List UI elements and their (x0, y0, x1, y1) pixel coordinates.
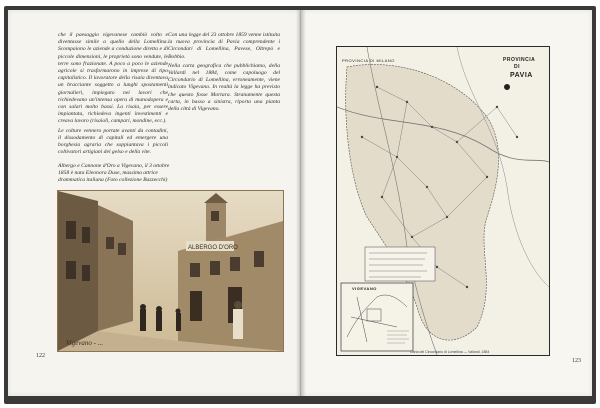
paragraph: Con una legge del 23 ottobre 1859 venne istituita la nuova provincia di Pavia comprendente i Circondari di Lomellina, Pavese, Oltrepò e Bobbio. (168, 32, 280, 60)
paragraph: che il paesaggio vigevanese cambiò volto e diventasse simile a quello della Lomellina. Scompaiono le aziende a conduzione diretta e di piccole dimensioni, le proprietà sono vendute, le terre sono frazionate. A poco a poco le aziende agricole si trasformarono in imprese di tipo capitalistico. Il lavoratore della risaia diventava un bracciante soggetto a lunghi spostamenti giornalieri, impiegato nei lavori che richiedevano un'intensa opera di manodopera e con salari molto bassi. La risaia, per essere impiantata, richiedeva ingenti investimenti e creava lavoro (risaioli, campari, mondine, ecc.). (58, 32, 168, 125)
paragraph: Nella carta geografica che pubblichiamo, della Vallardi nel 1884, come capoluogo del Circondario di Lomellina, erroneamente, viene indicato Vigevano. In realtà la legge ha previsto che questo fosse Mortara. Stranamente questa carta, in basso a sinistra, riporta una pianta della città di Vigevano. (168, 62, 280, 113)
page-number-left: 122 (36, 353, 45, 359)
paragraph: Le colture vennero portate avanti da contadini, il dissodamento di capitali ed emergere una borghesia agraria che soppiantava i piccoli coltivatori artigiani del gelso e della vite. (58, 127, 168, 156)
left-page-column-2 (168, 32, 280, 115)
photo-caption: Albergo e Cannone d'Oro a Vigevano, il 3 ottobre 1858 è nata Eleonora Duse, massima attrice drammatica italiana (Foto collezione Bazzecchi) (58, 163, 170, 184)
map-inset-title: VIGEVANO (352, 286, 377, 291)
hotel-sign-text: ALBERGO D'ORO (188, 245, 238, 251)
book-gutter (296, 10, 306, 396)
photo-handwriting: Vigevano - ... (66, 339, 103, 347)
map-label-milano: PROVINCIA DI MILANO (342, 58, 395, 63)
map-label-di: DI (514, 64, 520, 70)
map-label-provincia: PROVINCIA (503, 57, 536, 63)
map-label-pavia: PAVIA (510, 72, 533, 79)
street-scene-illustration (58, 191, 283, 351)
historical-map (336, 46, 550, 356)
page-number-right: 123 (572, 358, 581, 364)
sepia-photograph (57, 190, 284, 352)
map-credit: Carta del Circondario di Lomellina — Vallardi, 1884 (410, 350, 490, 354)
left-page-column-1 (58, 32, 168, 158)
map-illustration (337, 47, 549, 355)
